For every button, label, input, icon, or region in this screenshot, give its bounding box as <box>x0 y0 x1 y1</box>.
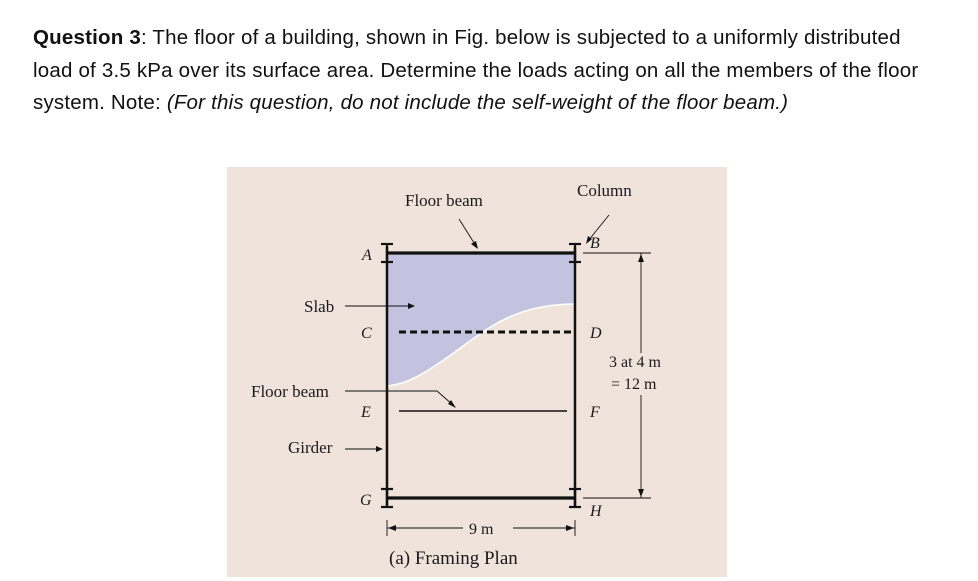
question-note: (For this question, do not include the self-weight of the floor beam.) <box>166 91 789 114</box>
label-column: Column <box>577 181 632 200</box>
figure-caption: (a) Framing Plan <box>389 548 518 569</box>
label-girder: Girder <box>288 438 333 457</box>
node-label-e: E <box>361 404 371 421</box>
node-label-g: G <box>360 492 372 509</box>
dimension-text-span: 9 m <box>469 521 494 538</box>
label-slab: Slab <box>304 297 335 316</box>
framing-plan-figure <box>227 167 727 577</box>
label-floor-beam-top: Floor beam <box>405 191 483 210</box>
dimension-text-line1: 3 at 4 m <box>609 354 661 371</box>
dimension-text-line2: = 12 m <box>611 376 657 393</box>
node-label-d: D <box>590 325 602 342</box>
label-floor-beam-left: Floor beam <box>251 382 329 401</box>
question-colon: : <box>140 26 147 49</box>
node-label-a: A <box>362 247 372 264</box>
framing-plan-drawing <box>227 167 727 577</box>
question-text <box>33 22 938 120</box>
node-label-f: F <box>590 404 600 421</box>
figure-background <box>227 167 727 577</box>
question-label: Question 3 <box>33 26 141 49</box>
node-label-c: C <box>361 325 372 342</box>
node-label-h: H <box>590 503 602 520</box>
question-body: The floor of a building, shown in Fig. below is subjected to a uniformly distributed load of 3.5 kPa over its surface area. Determine the loads acting on all the members of the floor system. Note: <box>33 26 919 114</box>
node-label-b: B <box>590 235 600 252</box>
